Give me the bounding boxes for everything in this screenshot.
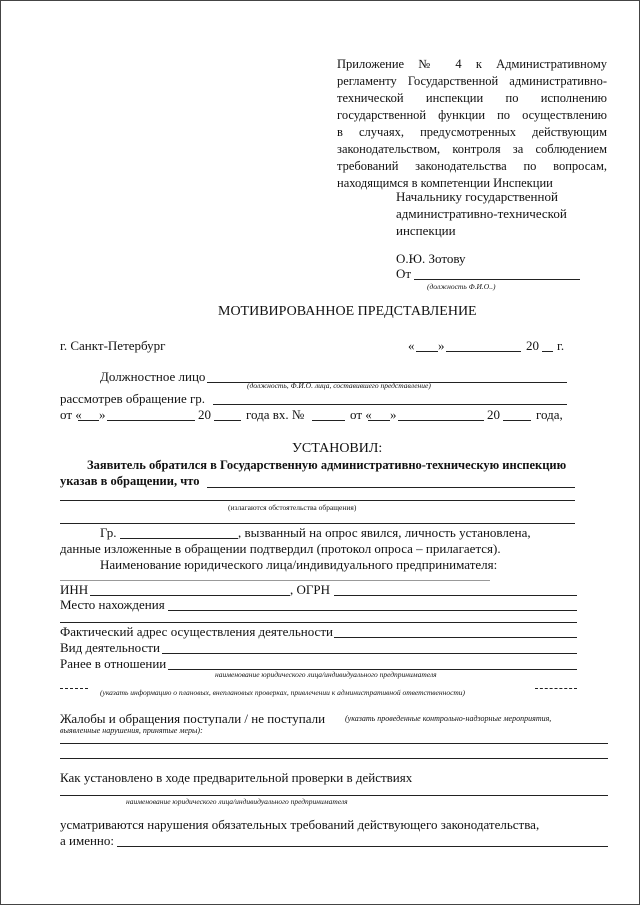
applicant-text: Заявитель обратился в Государственную административно-техническую инспекцию xyxy=(87,458,567,472)
ogrn-field[interactable] xyxy=(334,595,577,596)
addressee-name: О.Ю. Зотову xyxy=(396,251,466,266)
addressee-line: инспекции xyxy=(396,223,456,238)
actual-address-label: Фактический адрес осуществления деятельности xyxy=(60,624,333,639)
from-field[interactable] xyxy=(414,279,580,280)
applicant-circumstances-field[interactable] xyxy=(60,523,575,524)
violations-text: а именно: xyxy=(60,833,114,848)
citizen-text: , вызванный на опрос явился, личность установлена, xyxy=(238,525,531,540)
violations-text: усматриваются нарушения обязательных требований действующего законодательства, xyxy=(60,817,540,832)
applicant-circumstances-field[interactable] xyxy=(60,500,575,501)
complaints-text: Жалобы и обращения поступали / не поступали xyxy=(60,711,326,726)
date-open-quote: « xyxy=(408,338,415,353)
preliminary-hint: наименование юридического лица/индивидуального предпринимателя xyxy=(126,797,348,806)
date-month-field[interactable] xyxy=(446,351,521,352)
location-field[interactable] xyxy=(168,610,577,611)
applicant-hint: (излагаются обстоятельства обращения) xyxy=(228,503,357,512)
earlier-hint: наименование юридического лица/индивидуального предпринимателя xyxy=(215,670,437,679)
preliminary-text: Как установлено в ходе предварительной проверки в действиях xyxy=(60,770,413,785)
preliminary-field[interactable] xyxy=(60,795,608,796)
complaints-hint: выявленные нарушения, принятые меры): xyxy=(60,726,203,735)
reg-number-field[interactable] xyxy=(312,420,345,421)
appeal-year-prefix: 20 xyxy=(198,407,211,422)
document-title: МОТИВИРОВАННОЕ ПРЕДСТАВЛЕНИЕ xyxy=(218,304,477,319)
citizen-prefix: Гр. xyxy=(100,525,117,540)
from-hint: (должность Ф.И.О..) xyxy=(427,282,496,291)
appeal-day-field[interactable] xyxy=(78,420,99,421)
appendix-line: технической инспекции по исполнению xyxy=(337,91,607,105)
actual-address-field[interactable] xyxy=(334,637,577,638)
date-close-quote: » xyxy=(438,338,445,353)
inspections-field[interactable] xyxy=(535,688,577,689)
activity-label: Вид деятельности xyxy=(60,640,160,655)
citizen-field[interactable] xyxy=(120,538,238,539)
date-year-field[interactable] xyxy=(542,351,553,352)
reg-day-field[interactable] xyxy=(368,420,390,421)
appendix-line: Приложение № 4 к Административному xyxy=(337,57,607,71)
reg-from-close: » xyxy=(390,407,397,422)
from-label: От xyxy=(396,266,412,281)
appendix-line: в случаях, предусмотренных действующим xyxy=(337,125,607,139)
reg-month-field[interactable] xyxy=(398,420,484,421)
reg-year-field[interactable] xyxy=(503,420,531,421)
location-field-extra[interactable] xyxy=(60,622,577,623)
appeal-month-field[interactable] xyxy=(107,420,195,421)
addressee-line: административно-технической xyxy=(396,206,567,221)
official-hint: (должность, Ф.И.О. лица, составившего представление) xyxy=(247,381,431,390)
review-label: рассмотрев обращение гр. xyxy=(60,391,206,406)
violations-field[interactable] xyxy=(117,846,608,847)
reg-from-open: от « xyxy=(350,407,372,422)
addressee-line: Начальнику государственной xyxy=(396,189,558,204)
location-label: Место нахождения xyxy=(60,597,165,612)
official-label: Должностное лицо xyxy=(100,369,206,384)
appendix-line: регламенту Государственной административно- xyxy=(337,74,607,88)
complaints-hint: (указать проведенные контрольно-надзорные мероприятия, xyxy=(345,714,552,723)
complaints-field[interactable] xyxy=(60,743,608,744)
activity-field[interactable] xyxy=(162,653,577,654)
from-quote-open: от « xyxy=(60,407,82,422)
from-quote-close: » xyxy=(99,407,106,422)
appendix-line: государственной функции по осуществлению xyxy=(337,108,607,122)
entity-name-field[interactable] xyxy=(60,580,490,581)
complaints-field[interactable] xyxy=(60,758,608,759)
reg-end: года, xyxy=(536,407,563,422)
appeal-year-field[interactable] xyxy=(214,420,241,421)
inspections-field[interactable] xyxy=(60,688,88,689)
appendix-line: законодательством, контроля за соблюдением xyxy=(337,142,607,156)
appendix-line: находящимся в компетенции Инспекции xyxy=(337,176,553,190)
citizen-text: данные изложенные в обращении подтвердил (протокол опроса – прилагается). xyxy=(60,541,501,556)
date-year-prefix: 20 xyxy=(526,338,539,353)
entity-label: Наименование юридического лица/индивидуального предпринимателя: xyxy=(100,557,498,572)
place: г. Санкт-Петербург xyxy=(60,338,166,353)
applicant-circumstances-field[interactable] xyxy=(207,487,575,488)
inspections-hint: (указать информацию о плановых, внеплановых проверках, привлечении к административной ответственности) xyxy=(100,688,466,697)
reg-label: года вх. № xyxy=(246,407,305,422)
date-day-field[interactable] xyxy=(416,351,438,352)
earlier-label: Ранее в отношении xyxy=(60,656,167,671)
citizen-name-field[interactable] xyxy=(213,404,567,405)
applicant-text: указав в обращении, что xyxy=(60,474,200,488)
inn-label: ИНН xyxy=(60,582,89,597)
appendix-line: требований законодательства по вопросам, xyxy=(337,159,607,173)
inn-field[interactable] xyxy=(90,595,290,596)
reg-year-prefix: 20 xyxy=(487,407,500,422)
ogrn-label: , ОГРН xyxy=(290,582,331,597)
established-heading: УСТАНОВИЛ: xyxy=(292,441,383,456)
date-suffix: г. xyxy=(557,338,565,353)
